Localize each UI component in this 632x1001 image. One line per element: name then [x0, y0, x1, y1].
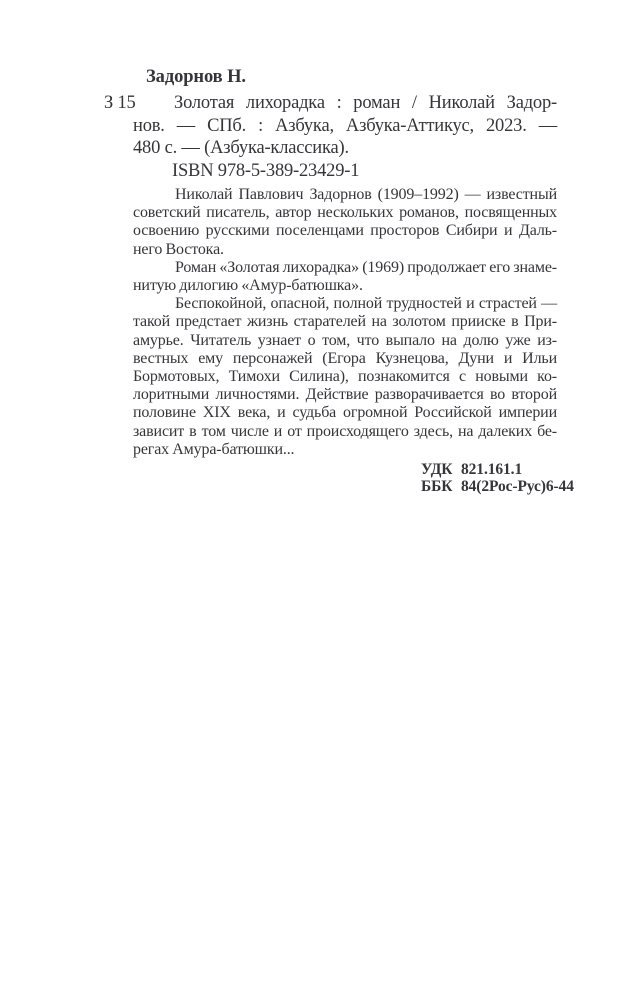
text-line: нитую дилогию «Амур-батюшка». [133, 277, 363, 295]
text-line: Бормотовых, Тимохи Силина), познакомится с новыми ко- [133, 368, 557, 386]
text-line: амурье. Читатель узнает о том, что выпало на долю уже из- [133, 331, 557, 349]
bib-line: 480 с. — (Азбука-классика). [133, 138, 349, 158]
text-line: половине XIX века, и судьба огромной Российской империи [133, 404, 557, 422]
text-line: Беспокойной, опасной, полной трудностей и страстей — [175, 295, 557, 313]
annotation-paragraph [133, 259, 557, 295]
bbk-label: ББК [421, 478, 453, 496]
text-line: освоению русскими поселенцами просторов Сибири и Даль- [133, 222, 557, 240]
bbk-row [421, 478, 574, 496]
text-line: зависит в том числе и от происходящего здесь, на далеких бе- [133, 422, 557, 440]
text-line: регах Амура-батюшки... [133, 440, 295, 458]
classification-block [421, 461, 574, 496]
text-line: вестных ему персонажей (Егора Кузнецова, Дуни и Ильи [133, 349, 557, 367]
bibliographic-record [104, 92, 557, 160]
isbn-line: ISBN 978-5-389-23429-1 [172, 160, 360, 181]
udk-value: 821.161.1 [461, 461, 523, 479]
text-line: лоритными личностями. Действие разворачивается во второй [133, 386, 557, 404]
text-line: него Востока. [133, 240, 224, 258]
annotation-paragraph [133, 295, 557, 459]
text-line: советский писатель, автор нескольких романов, посвященных [133, 204, 557, 222]
bbk-value: 84(2Рос-Рус)6-44 [461, 478, 574, 496]
text-line: такой предстает жизнь старателей на золотом прииске в При- [133, 313, 557, 331]
author-heading: Задорнов Н. [146, 67, 246, 87]
udk-row [421, 461, 557, 478]
text-block [104, 66, 574, 496]
author-sign: З 15 [104, 93, 136, 113]
bib-line: Золотая лихорадка : роман / Николай Задор- [174, 93, 557, 113]
annotation [133, 186, 557, 459]
udk-label: УДК [421, 461, 453, 479]
text-line: Николай Павлович Задорнов (1909–1992) — известный [175, 186, 557, 203]
bib-line: нов. — СПб. : Азбука, Азбука-Аттикус, 2023. — [133, 115, 557, 136]
text-line: Роман «Золотая лихорадка» (1969) продолжает его знаме- [175, 258, 557, 276]
annotation-paragraph [133, 186, 557, 259]
